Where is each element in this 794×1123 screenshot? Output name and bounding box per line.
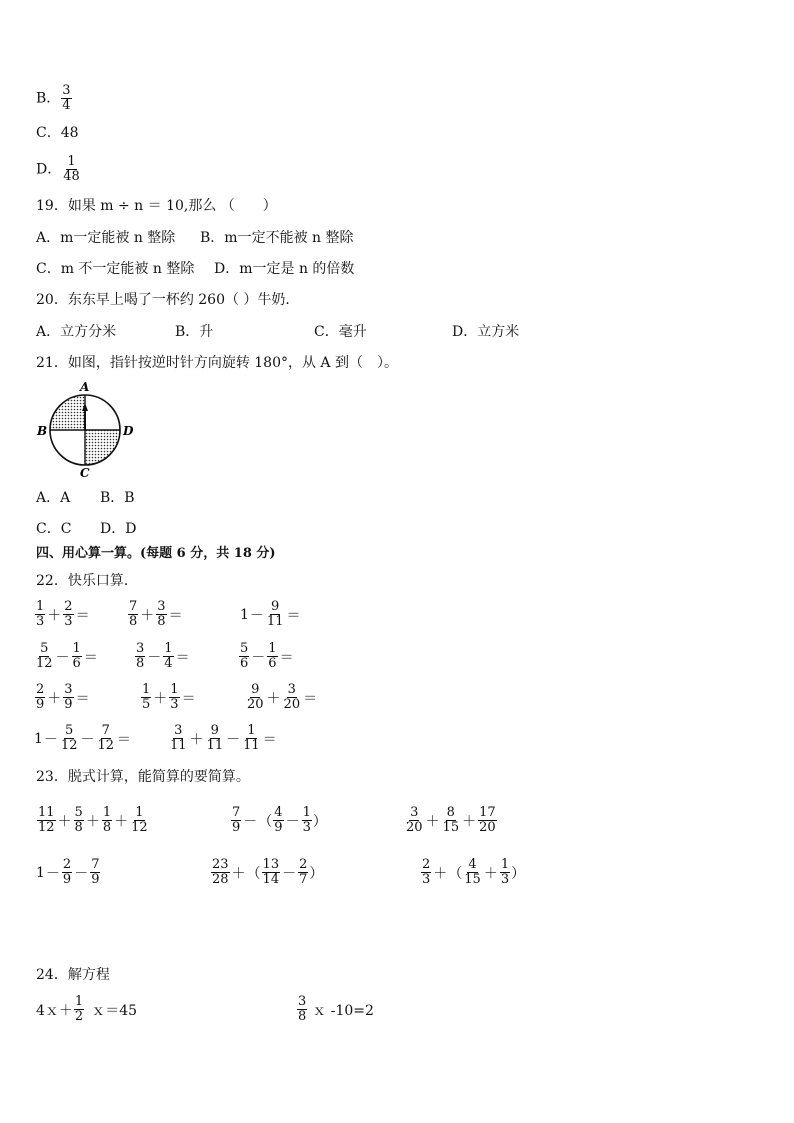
q19-option-d: D．m一定是 n 的倍数 [214, 261, 355, 277]
fraction: $\frac{7}{12}$ [97, 723, 115, 753]
equation: 4ｘ＋ $\frac{1}{2}$ ｘ＝45 [36, 994, 138, 1024]
fraction: $\frac{1}{12}$ [131, 805, 148, 835]
option-c: C．48 [36, 125, 79, 141]
mental-calc-item: $\frac{2}{9}$ ＋ $\frac{3}{9}$ ＝ [36, 682, 90, 712]
fraction: $\frac{7}{9}$ [232, 805, 241, 835]
fraction: $\frac{4}{15}$ [464, 857, 481, 887]
fraction: $\frac{2}{3}$ [64, 599, 73, 629]
mental-calc-item: $\frac{1}{5}$ ＋ $\frac{1}{3}$ ＝ [142, 682, 196, 712]
question-23-stem: 23．脱式计算，能简算的要简算。 [36, 769, 250, 785]
q21-option-b: B．B [100, 490, 135, 506]
question-24-stem: 24．解方程 [36, 967, 110, 983]
fraction: $\frac{4}{9}$ [274, 805, 283, 835]
fraction: $\frac{1}{3}$ [170, 682, 179, 712]
fraction: $\frac{11}{12}$ [38, 805, 55, 835]
q20-option-c: C．毫升 [314, 324, 367, 340]
equation: $\frac{3}{8}$ ｘ -10=2 [298, 994, 374, 1024]
label-b: B [37, 424, 48, 438]
mental-calc-item: $\frac{5}{6}$ － $\frac{1}{6}$ ＝ [240, 641, 294, 671]
calc-expression: $\frac{23}{28}$ ＋ （ $\frac{13}{14}$ － $\frac{2}{7}$ ） [212, 857, 324, 887]
fraction: $\frac{1}{6}$ [72, 641, 81, 671]
question-20-stem: 20．东东早上喝了一杯约 260（ ）牛奶． [36, 292, 300, 308]
option-label: D． [36, 161, 62, 178]
calc-expression: 1 － $\frac{2}{9}$ － $\frac{7}{9}$ [36, 857, 100, 887]
fraction: $\frac{2}{9}$ [36, 682, 45, 712]
fraction: $\frac{1}{8}$ [102, 805, 112, 835]
label-d: D [123, 424, 134, 438]
mental-calc-item: $\frac{9}{20}$ ＋ $\frac{3}{20}$ ＝ [247, 682, 318, 712]
fraction: $\frac{7}{9}$ [91, 857, 100, 887]
fraction: $\frac{1}{6}$ [268, 641, 277, 671]
fraction: $\frac{5}{8}$ [74, 805, 83, 835]
fraction: $\frac{3}{11}$ [170, 723, 187, 753]
fraction: $\frac{1}{3}$ [302, 805, 311, 835]
calc-expression: $\frac{3}{20}$ ＋ $\frac{8}{15}$ ＋ $\frac{17}{20}$ [406, 805, 496, 835]
option-b [36, 84, 73, 113]
q19-option-c: C．m 不一定能被 n 整除 [36, 261, 195, 277]
fraction: $\frac{3}{8}$ [298, 994, 307, 1024]
fraction: $\frac{1}{2}$ [74, 994, 84, 1024]
fraction: $\frac{5}{6}$ [240, 641, 249, 671]
mental-calc-item: 1 － $\frac{5}{12}$ － $\frac{7}{12}$ ＝ [34, 723, 132, 753]
fraction: $\frac{5}{12}$ [60, 723, 78, 753]
q20-option-b: B．升 [175, 324, 214, 340]
fraction: $\frac{1}{3}$ [36, 599, 45, 629]
fraction: $\frac{13}{14}$ [262, 857, 280, 887]
question-21-stem: 21．如图，指针按逆时针方向旋转 180°，从 A 到（ ）。 [36, 355, 398, 371]
fraction: $\frac{9}{11}$ [206, 723, 224, 753]
fraction: $\frac{2}{9}$ [62, 857, 72, 887]
fraction: $\frac{17}{20}$ [479, 805, 496, 835]
question-19-stem: 19．如果 m ÷ n ＝ 10,那么 （ ） [36, 198, 277, 214]
fraction: $\frac{9}{20}$ [247, 682, 264, 712]
clock-diagram [34, 378, 144, 478]
fraction: $\frac{1}{11}$ [243, 723, 260, 753]
q20-option-a: A．立方分米 [36, 324, 117, 340]
fraction: $\frac{3}{20}$ [283, 682, 301, 712]
q19-option-b: B．m一定不能被 n 整除 [200, 230, 354, 246]
fraction: $\frac{1}{48}$ [63, 154, 80, 184]
fraction: $\frac{3}{4}$ [62, 83, 71, 113]
fraction: $\frac{23}{28}$ [212, 857, 229, 887]
fraction: $\frac{2}{7}$ [299, 857, 308, 887]
mental-calc-item: $\frac{1}{3}$ ＋ $\frac{2}{3}$ ＝ [36, 599, 90, 629]
option-label: B． [36, 90, 61, 107]
fraction: $\frac{2}{3}$ [422, 857, 431, 887]
q19-option-a: A．m一定能被 n 整除 [36, 230, 176, 246]
fraction: $\frac{1}{5}$ [142, 682, 151, 712]
mental-calc-item: $\frac{3}{8}$ － $\frac{1}{4}$ ＝ [136, 641, 190, 671]
q21-option-a: A．A [36, 490, 71, 506]
q20-option-d: D．立方米 [452, 324, 520, 340]
calc-expression: $\frac{2}{3}$ ＋ （ $\frac{4}{15}$ ＋ $\frac{1}{3}$ ） [422, 857, 526, 887]
question-22-stem: 22．快乐口算． [36, 573, 138, 589]
mental-calc-item: $\frac{5}{12}$ － $\frac{1}{6}$ ＝ [36, 641, 98, 671]
fraction: $\frac{1}{4}$ [164, 641, 173, 671]
mental-calc-item: $\frac{7}{8}$ ＋ $\frac{3}{8}$ ＝ [129, 599, 183, 629]
fraction: $\frac{3}{9}$ [64, 682, 73, 712]
fraction: $\frac{3}{20}$ [406, 805, 423, 835]
option-d [36, 155, 82, 184]
fraction: $\frac{3}{8}$ [157, 599, 166, 629]
fraction: $\frac{5}{12}$ [36, 641, 53, 671]
calc-expression: $\frac{7}{9}$ － （ $\frac{4}{9}$ － $\frac{1}{3}$ ） [232, 805, 327, 835]
fraction: $\frac{7}{8}$ [129, 599, 138, 629]
label-a: A [80, 380, 90, 394]
section-heading: 四、用心算一算。(每题 6 分，共 18 分) [36, 546, 276, 561]
label-c: C [80, 466, 90, 478]
mental-calc-item: 1 － $\frac{9}{11}$ ＝ [240, 599, 301, 629]
q21-option-d: D．D [100, 521, 137, 537]
mental-calc-item: $\frac{3}{11}$ ＋ $\frac{9}{11}$ － $\frac{1}{11}$ ＝ [170, 723, 277, 753]
fraction: $\frac{8}{15}$ [442, 805, 460, 835]
q21-option-c: C．C [36, 521, 72, 537]
fraction: $\frac{1}{3}$ [500, 857, 510, 887]
fraction: $\frac{3}{8}$ [136, 641, 145, 671]
calc-expression: $\frac{11}{12}$ ＋ $\frac{5}{8}$ ＋ $\frac{1}{8}$ ＋ $\frac{1}{12}$ [38, 805, 148, 835]
fraction: $\frac{9}{11}$ [266, 599, 284, 629]
